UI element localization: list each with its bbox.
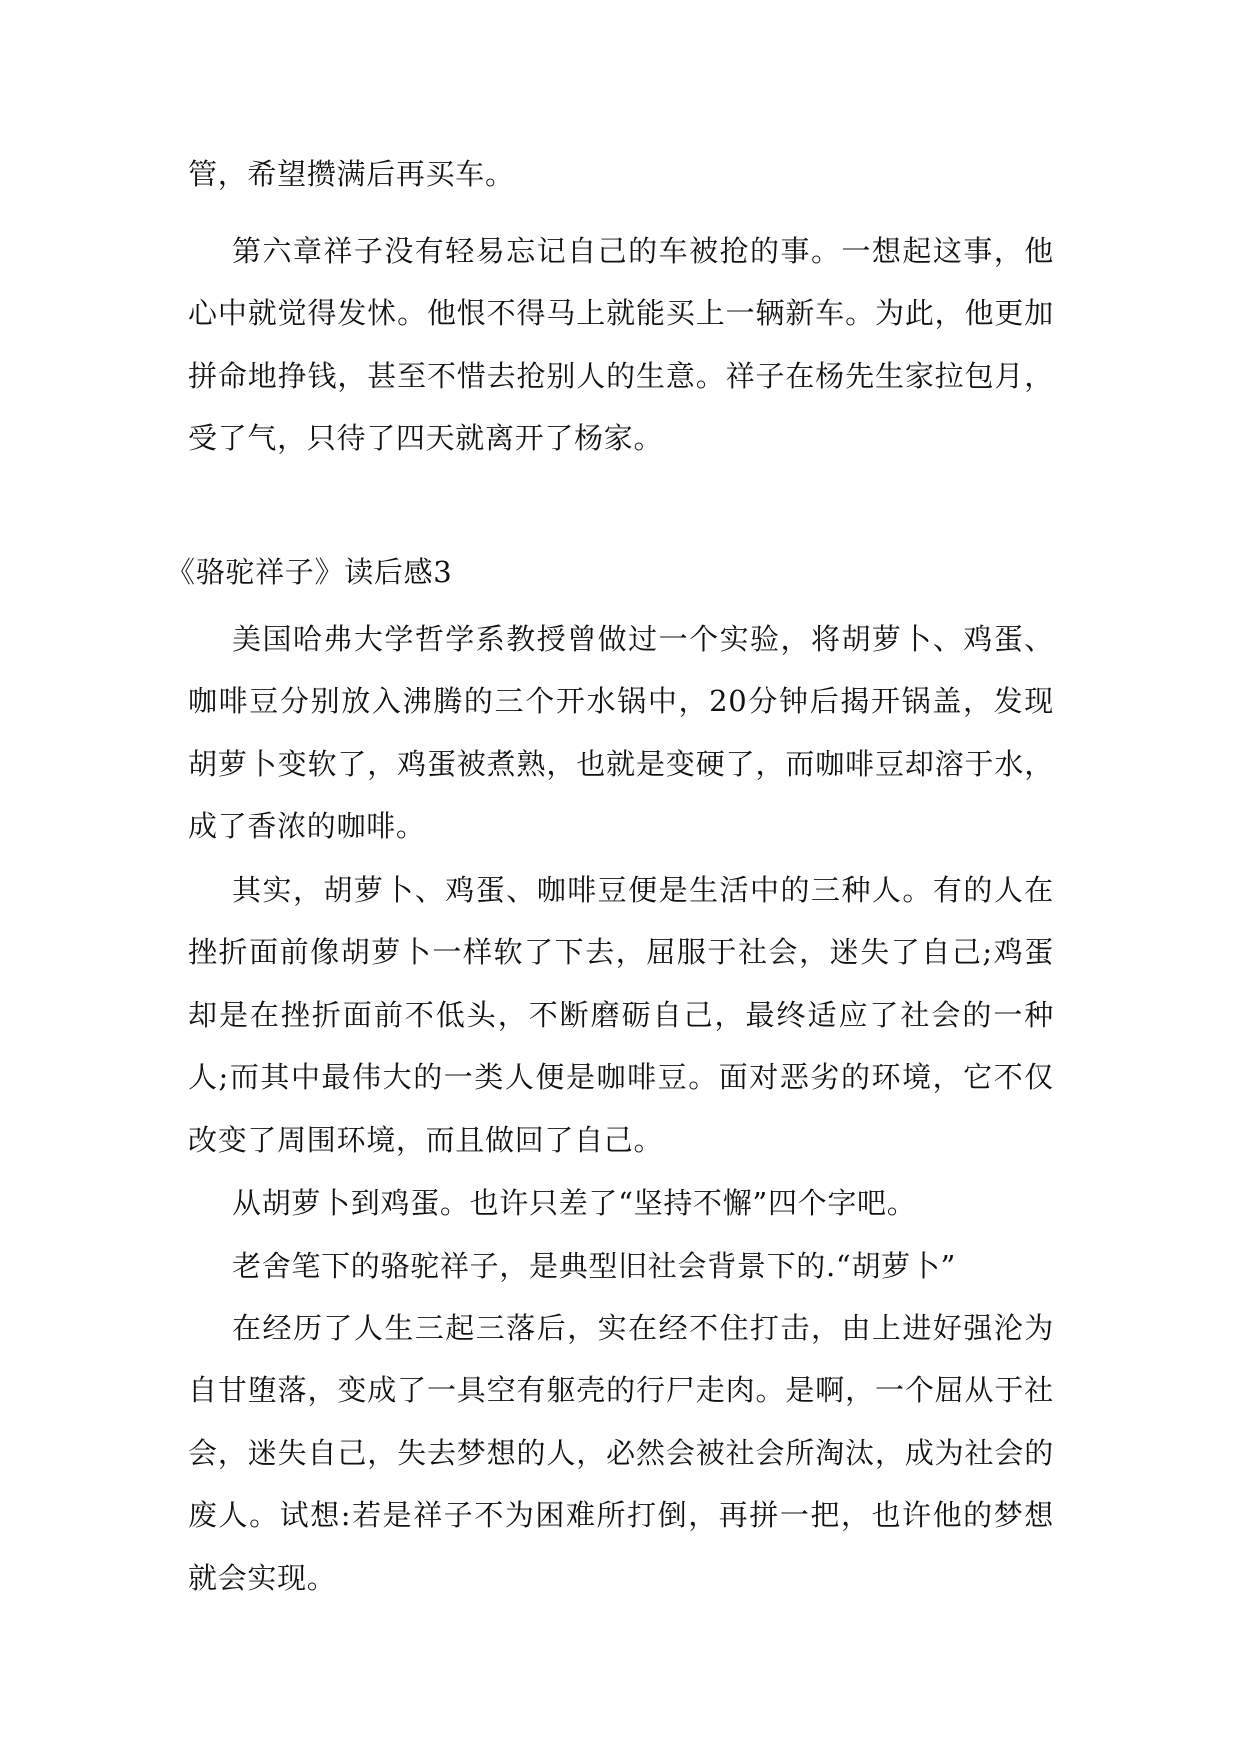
paragraph-experiment: 美国哈弗大学哲学系教授曾做过一个实验，将胡萝卜、鸡蛋、咖啡豆分别放入沸腾的三个开水锅中，20分钟后揭开锅盖，发现胡萝卜变软了，鸡蛋被煮熟，也就是变硬了，而咖啡豆却溶于水，成了香浓的咖啡。: [188, 622, 1054, 844]
paragraph-three-kinds: 其实，胡萝卜、鸡蛋、咖啡豆便是生活中的三种人。有的人在挫折面前像胡萝卜一样软了下去，屈服于社会，迷失了自己;鸡蛋却是在挫折面前不低头，不断磨砺自己，最终适应了社会的一种人;而其中最伟大的一类人便是咖啡豆。面对恶劣的环境，它不仅改变了周围环境，而且做回了自己。: [188, 873, 1054, 1157]
paragraph-continuation: 管，希望攒满后再买车。: [188, 157, 515, 191]
paragraph-chapter-six: 第六章祥子没有轻易忘记自己的车被抢的事。一想起这事，他心中就觉得发怵。他恨不得马上就能买上一辆新车。为此，他更加拼命地挣钱，甚至不惜去抢别人的生意。祥子在杨先生家拉包月，受了气，只待了四天就离开了杨家。: [188, 234, 1054, 456]
paragraph-rise-fall: 在经历了人生三起三落后，实在经不住打击，由上进好强沦为自甘堕落，变成了一具空有躯壳的行尸走肉。是啊，一个屈从于社会，迷失自己，失去梦想的人，必然会被社会所淘汰，成为社会的废人。试想:若是祥子不为困难所打倒，再拼一把，也许他的梦想就会实现。: [188, 1311, 1054, 1595]
section-heading: 《骆驼祥子》读后感3: [166, 555, 453, 589]
paragraph-persistence: 从胡萝卜到鸡蛋。也许只差了“坚持不懈”四个字吧。: [232, 1186, 917, 1220]
paragraph-laoshe: 老舍笔下的骆驼祥子，是典型旧社会背景下的.“胡萝卜”: [232, 1249, 957, 1283]
